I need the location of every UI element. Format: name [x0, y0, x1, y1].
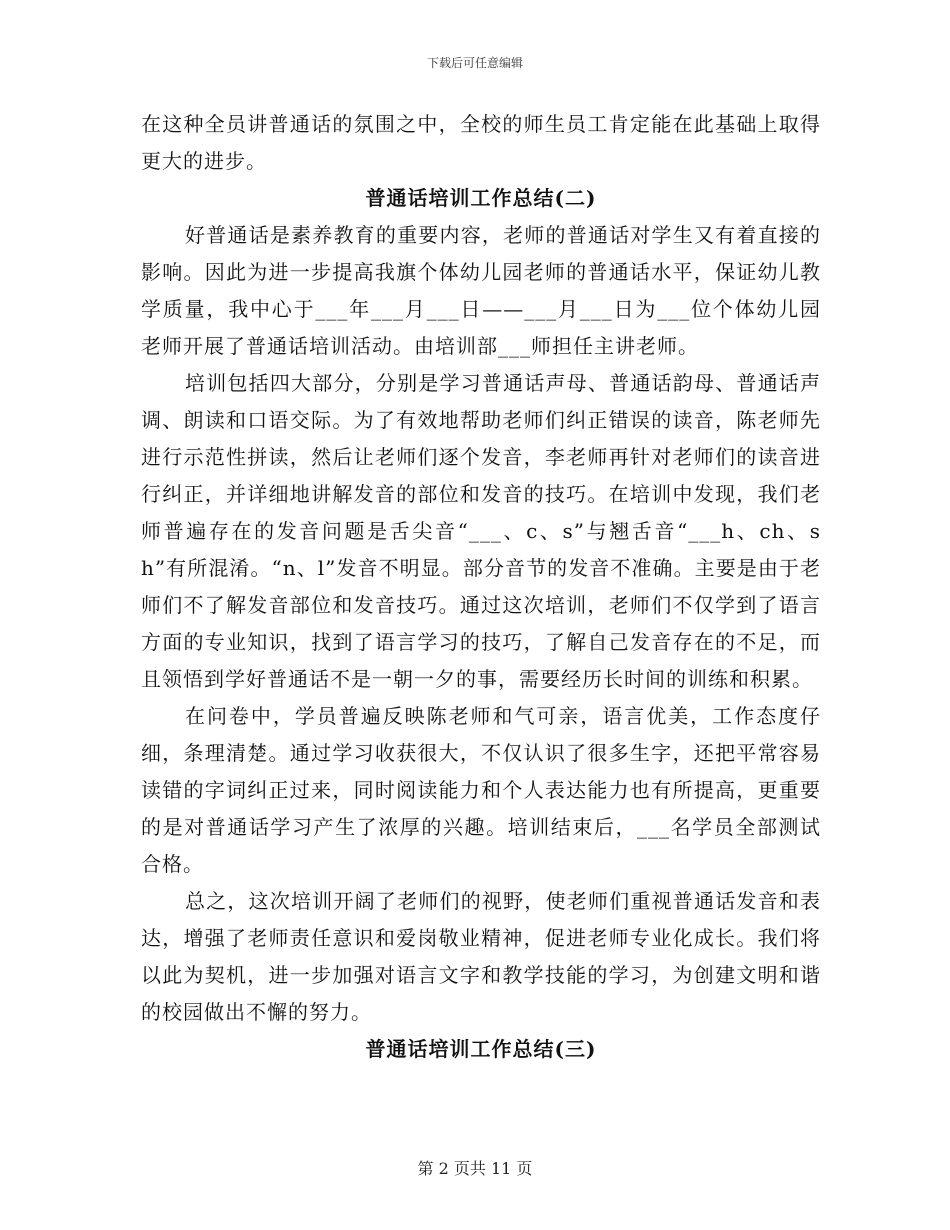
section-title-3: 普通话培训工作总结(三): [365, 1037, 597, 1061]
section2-paragraph-4: 总之，这次培训开阔了老师们的视野，使老师们重视普通话发音和表达，增强了老师责任意识和爱岗敬业精神，促进老师专业化成长。我们将以此为契机，进一步加强对语言文字和教学技能的学习，为创建文明和谐的校园做出不懈的努力。: [141, 889, 821, 1024]
page-number: 第 2 页共 11 页: [417, 1159, 533, 1178]
intro-paragraph: 在这种全员讲普通话的氛围之中，全校的师生员工肯定能在此基础上取得更大的进步。: [141, 112, 821, 173]
section2-paragraph-2: 培训包括四大部分，分别是学习普通话声母、普通话韵母、普通话声调、朗读和口语交际。为了有效地帮助老师们纠正错误的读音，陈老师先进行示范性拼读，然后让老师们逐个发音，李老师再针对老师们的读音进行纠正，并详细地讲解发音的部位和发音的技巧。在培训中发现，我们老师普遍存在的发音问题是舌尖音“___、c、s”与翘舌音“___h、ch、sh”有所混淆。“n、l”发音不明显。部分音节的发音不准确。主要是由于老师们不了解发音部位和发音技巧。通过这次培训，老师们不仅学到了语言方面的专业知识，找到了语言学习的技巧，了解自己发音存在的不足，而且领悟到学好普通话不是一朝一夕的事，需要经历长时间的训练和积累。: [141, 371, 821, 691]
section2-paragraph-3: 在问卷中，学员普遍反映陈老师和气可亲，语言优美，工作态度仔细，条理清楚。通过学习收获很大，不仅认识了很多生字，还把平常容易读错的字词纠正过来，同时阅读能力和个人表达能力也有所提高，更重要的是对普通话学习产生了浓厚的兴趣。培训结束后，___名学员全部测试合格。: [141, 704, 821, 876]
header-note: 下载后可任意编辑: [426, 56, 523, 70]
section2-paragraph-1: 好普通话是素养教育的重要内容，老师的普通话对学生又有着直接的影响。因此为进一步提高我旗个体幼儿园老师的普通话水平，保证幼儿教学质量，我中心于___年___月___日——___月___日为___位个体幼儿园老师开展了普通话培训活动。由培训部___师担任主讲老师。: [141, 223, 821, 358]
section-title-2: 普通话培训工作总结(二): [365, 186, 597, 210]
document-body: [141, 106, 821, 1068]
